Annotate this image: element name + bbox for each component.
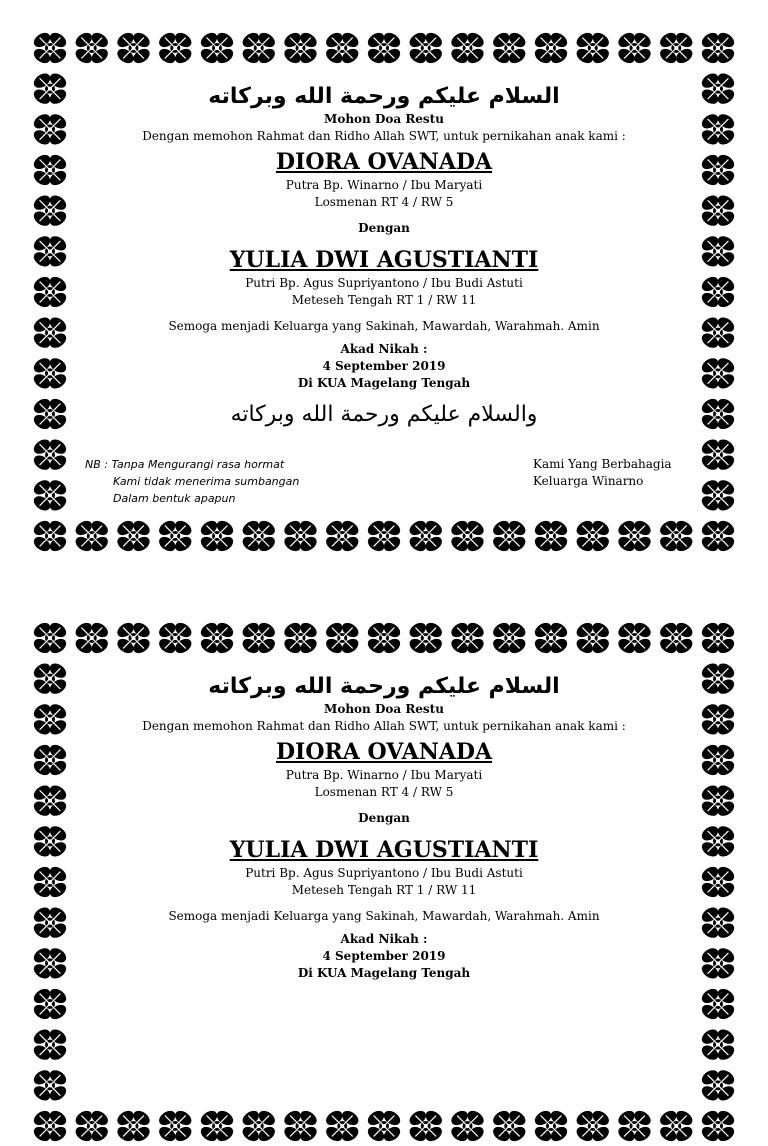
salam-top-calligraphy: السلام عليكم ورحمة الله وبركاته	[208, 84, 560, 109]
flower-ornament	[156, 620, 194, 656]
flower-ornament	[407, 1108, 445, 1144]
flower-ornament	[156, 30, 194, 66]
flower-ornament	[699, 986, 737, 1022]
flower-ornament	[407, 518, 445, 554]
groom-name: DIORA OVANADA	[275, 149, 493, 175]
flower-ornament	[31, 864, 69, 900]
groom-address: Losmenan RT 4 / RW 5	[314, 785, 454, 799]
flower-ornament	[699, 905, 737, 941]
akad-label: Akad Nikah :	[340, 932, 428, 946]
flower-ornament	[115, 518, 153, 554]
flower-ornament	[699, 355, 737, 391]
flower-ornament	[31, 1027, 69, 1063]
flower-ornament	[282, 1108, 320, 1144]
heading: Mohon Doa Restu	[324, 112, 444, 126]
flower-ornament	[699, 1027, 737, 1063]
bride-parents: Putri Bp. Agus Supriyantono / Ibu Budi Astuti	[245, 866, 523, 880]
flower-ornament	[574, 620, 612, 656]
flower-ornament	[449, 620, 487, 656]
flower-ornament	[574, 518, 612, 554]
flower-ornament	[365, 30, 403, 66]
flower-ornament	[31, 396, 69, 432]
flower-ornament	[699, 30, 737, 66]
flower-ornament	[198, 1108, 236, 1144]
flower-ornament	[115, 620, 153, 656]
nb-note	[85, 456, 299, 507]
card-content	[85, 78, 683, 506]
flower-ornament	[31, 71, 69, 107]
flower-ornament	[31, 701, 69, 737]
nb-line: Kami tidak menerima sumbangan	[113, 475, 300, 488]
flower-ornament	[699, 1108, 737, 1144]
intro-text: Dengan memohon Rahmat dan Ridho Allah SWT, untuk pernikahan anak kami :	[142, 129, 626, 143]
flower-ornament	[699, 315, 737, 351]
flower-ornament	[699, 437, 737, 473]
flower-ornament	[31, 355, 69, 391]
bride-name: YULIA DWI AGUSTIANTI	[229, 247, 539, 273]
flower-ornament	[490, 30, 528, 66]
flower-ornament	[323, 518, 361, 554]
flower-ornament	[699, 152, 737, 188]
flower-ornament	[73, 620, 111, 656]
flower-ornament	[115, 30, 153, 66]
flower-ornament	[449, 1108, 487, 1144]
flower-ornament	[31, 274, 69, 310]
flower-ornament	[198, 620, 236, 656]
flower-ornament	[699, 945, 737, 981]
flower-ornament	[31, 945, 69, 981]
flower-ornament	[323, 1108, 361, 1144]
flower-ornament	[31, 518, 69, 554]
groom-name: DIORA OVANADA	[275, 739, 493, 765]
flower-ornament	[31, 905, 69, 941]
flower-ornament	[365, 518, 403, 554]
flower-ornament	[31, 620, 69, 656]
salam-top-calligraphy: السلام عليكم ورحمة الله وبركاته	[208, 674, 560, 699]
flower-ornament	[31, 1108, 69, 1144]
groom-parents: Putra Bp. Winarno / Ibu Maryati	[285, 768, 483, 782]
flower-ornament	[699, 661, 737, 697]
flower-ornament	[240, 620, 278, 656]
flower-ornament	[574, 1108, 612, 1144]
flower-ornament	[115, 1108, 153, 1144]
flower-ornament	[156, 518, 194, 554]
flower-ornament	[31, 437, 69, 473]
flower-ornament	[31, 193, 69, 229]
flower-ornament	[240, 1108, 278, 1144]
connector: Dengan	[358, 221, 410, 235]
flower-ornament	[699, 1067, 737, 1103]
flower-ornament	[699, 274, 737, 310]
flower-ornament	[616, 30, 654, 66]
akad-date: 4 September 2019	[322, 359, 446, 373]
flower-ornament	[31, 111, 69, 147]
flower-ornament	[699, 783, 737, 819]
flower-ornament	[449, 30, 487, 66]
connector: Dengan	[358, 811, 410, 825]
groom-parents: Putra Bp. Winarno / Ibu Maryati	[285, 178, 483, 192]
card-content	[85, 668, 683, 1096]
flower-ornament	[73, 1108, 111, 1144]
flower-ornament	[699, 111, 737, 147]
flower-ornament	[407, 30, 445, 66]
signature-block	[533, 456, 683, 490]
flower-ornament	[323, 620, 361, 656]
flower-ornament	[198, 30, 236, 66]
flower-ornament	[31, 30, 69, 66]
flower-ornament	[699, 518, 737, 554]
flower-ornament	[616, 620, 654, 656]
flower-ornament	[699, 823, 737, 859]
flower-ornament	[699, 71, 737, 107]
flower-ornament	[699, 396, 737, 432]
flower-ornament	[657, 518, 695, 554]
flower-ornament	[490, 518, 528, 554]
flower-ornament	[532, 620, 570, 656]
invitation-card-1	[30, 28, 738, 556]
akad-date: 4 September 2019	[322, 949, 446, 963]
bride-name: YULIA DWI AGUSTIANTI	[229, 837, 539, 863]
flower-ornament	[699, 193, 737, 229]
bride-parents: Putri Bp. Agus Supriyantono / Ibu Budi Astuti	[245, 276, 523, 290]
prayer-text: Semoga menjadi Keluarga yang Sakinah, Mawardah, Warahmah. Amin	[168, 909, 600, 923]
flower-ornament	[532, 30, 570, 66]
flower-ornament	[616, 1108, 654, 1144]
flower-ornament	[490, 1108, 528, 1144]
flower-ornament	[699, 233, 737, 269]
flower-ornament	[31, 986, 69, 1022]
flower-ornament	[156, 1108, 194, 1144]
signature-line: Kami Yang Berbahagia	[533, 457, 672, 471]
flower-ornament	[31, 315, 69, 351]
flower-ornament	[407, 620, 445, 656]
flower-ornament	[532, 1108, 570, 1144]
flower-ornament	[699, 701, 737, 737]
flower-ornament	[73, 30, 111, 66]
nb-line: NB : Tanpa Mengurangi rasa hormat	[85, 458, 285, 471]
flower-ornament	[240, 518, 278, 554]
flower-ornament	[240, 30, 278, 66]
flower-ornament	[657, 30, 695, 66]
flower-ornament	[365, 1108, 403, 1144]
akad-place: Di KUA Magelang Tengah	[297, 376, 471, 390]
flower-ornament	[365, 620, 403, 656]
bride-address: Meteseh Tengah RT 1 / RW 11	[291, 883, 477, 897]
akad-place: Di KUA Magelang Tengah	[297, 966, 471, 980]
flower-ornament	[699, 864, 737, 900]
invitation-card-2	[30, 618, 738, 1146]
flower-ornament	[31, 152, 69, 188]
flower-ornament	[31, 661, 69, 697]
intro-text: Dengan memohon Rahmat dan Ridho Allah SWT, untuk pernikahan anak kami :	[142, 719, 626, 733]
flower-ornament	[699, 620, 737, 656]
groom-address: Losmenan RT 4 / RW 5	[314, 195, 454, 209]
heading: Mohon Doa Restu	[324, 702, 444, 716]
flower-ornament	[449, 518, 487, 554]
flower-ornament	[31, 823, 69, 859]
flower-ornament	[699, 477, 737, 513]
flower-ornament	[31, 477, 69, 513]
flower-ornament	[490, 620, 528, 656]
flower-ornament	[657, 1108, 695, 1144]
flower-ornament	[198, 518, 236, 554]
flower-ornament	[532, 518, 570, 554]
bride-address: Meteseh Tengah RT 1 / RW 11	[291, 293, 477, 307]
flower-ornament	[699, 742, 737, 778]
card-footer	[85, 456, 683, 506]
flower-ornament	[574, 30, 612, 66]
nb-line: Dalam bentuk apapun	[113, 492, 236, 505]
flower-ornament	[616, 518, 654, 554]
signature-line: Keluarga Winarno	[533, 474, 644, 488]
flower-ornament	[657, 620, 695, 656]
salam-bottom-calligraphy: والسلام عليكم ورحمة الله وبركاته	[230, 402, 538, 427]
flower-ornament	[31, 233, 69, 269]
akad-label: Akad Nikah :	[340, 342, 428, 356]
flower-ornament	[282, 620, 320, 656]
flower-ornament	[31, 742, 69, 778]
flower-ornament	[31, 783, 69, 819]
flower-ornament	[282, 30, 320, 66]
prayer-text: Semoga menjadi Keluarga yang Sakinah, Mawardah, Warahmah. Amin	[168, 319, 600, 333]
flower-ornament	[323, 30, 361, 66]
flower-ornament	[73, 518, 111, 554]
flower-ornament	[282, 518, 320, 554]
flower-ornament	[31, 1067, 69, 1103]
